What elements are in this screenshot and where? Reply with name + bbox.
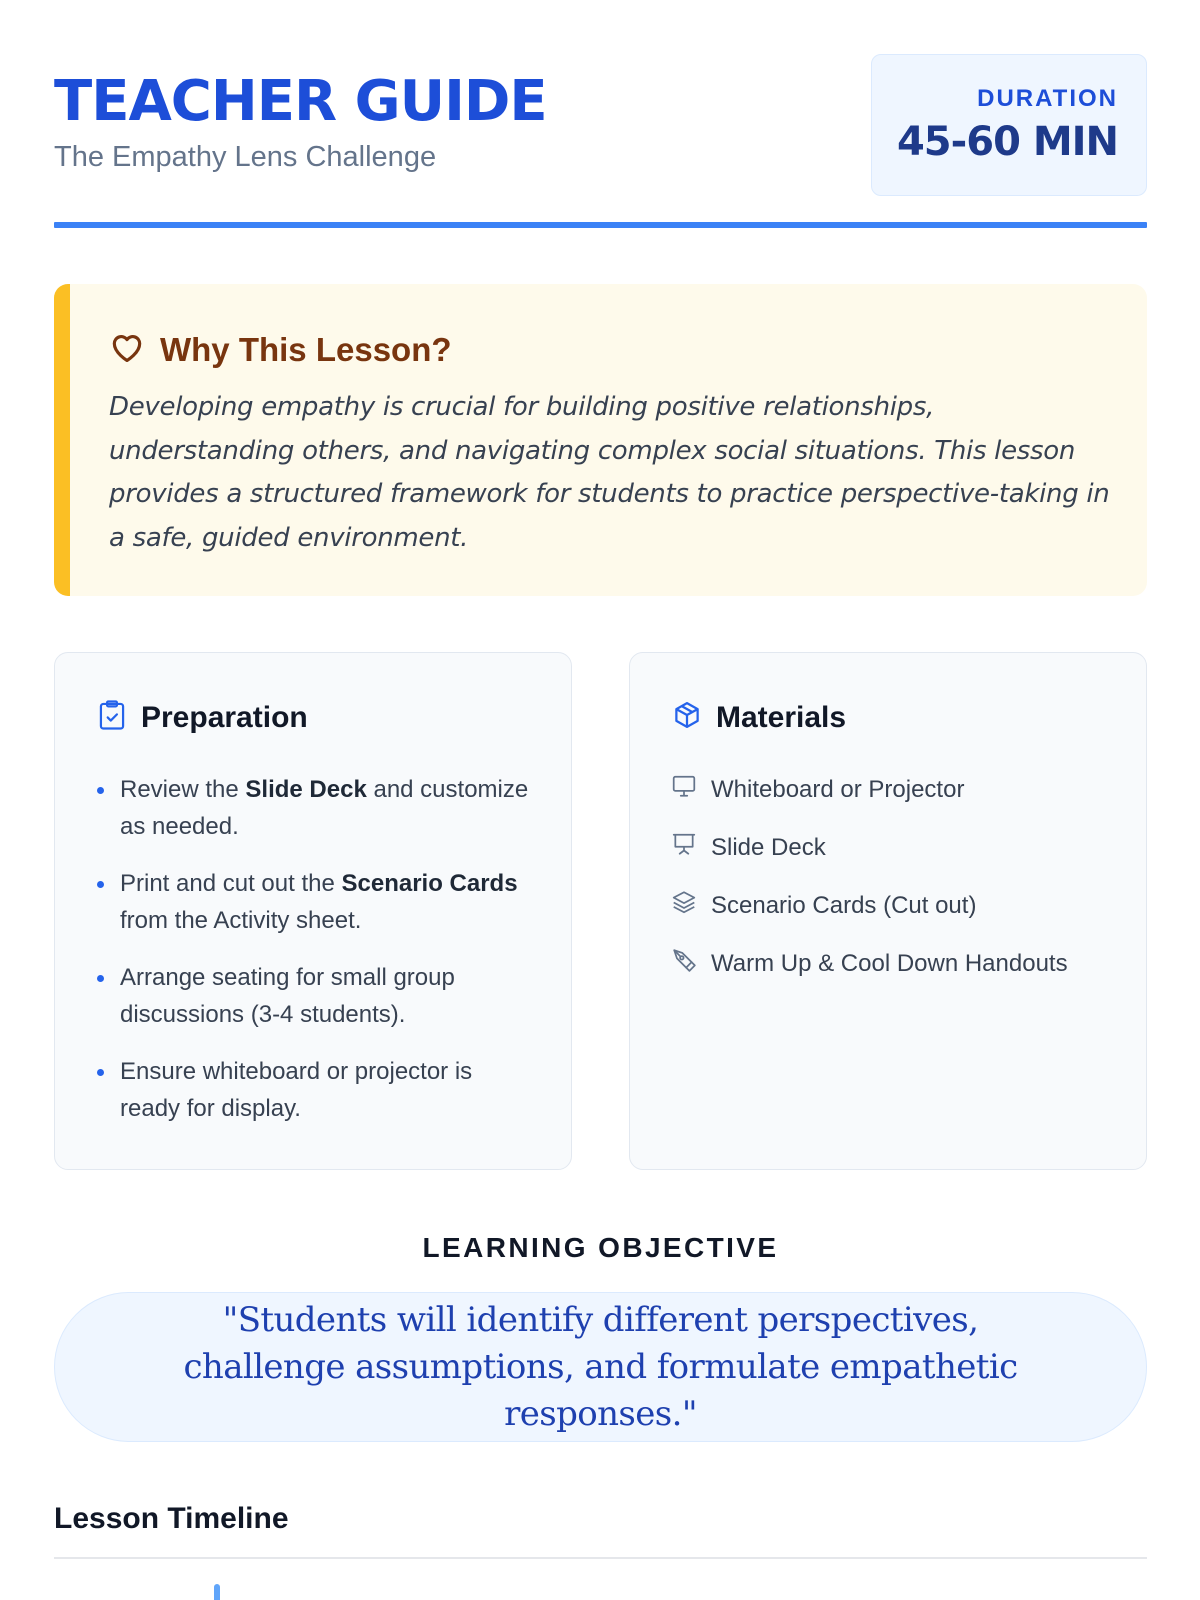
materials-heading (672, 699, 846, 736)
list-item: Whiteboard or Projector (671, 771, 1068, 808)
heart-icon (108, 328, 146, 371)
timeline-divider (54, 1557, 1147, 1559)
objective-heading: LEARNING OBJECTIVE (422, 1232, 779, 1263)
pen-tool-icon (671, 947, 697, 980)
materials-card (629, 652, 1147, 1170)
objective-box (54, 1292, 1147, 1442)
presentation-icon (671, 831, 697, 864)
list-item: Review the Slide Deck and customize as needed. (97, 771, 537, 845)
duration-label: DURATION (977, 85, 1118, 112)
preparation-list (97, 771, 537, 1147)
materials-title: Materials (716, 700, 847, 734)
why-text: Developing empathy is crucial for building positive relationships, understanding others, and navigating complex social situations. This lesson provides a structured framework for students to practice perspective-taking in a safe, guided environment. (109, 392, 1110, 553)
layers-icon (671, 889, 697, 922)
page-subtitle: The Empathy Lens Challenge (54, 141, 437, 173)
list-item: Ensure whiteboard or projector is ready for display. (97, 1053, 537, 1127)
why-lesson-callout (54, 284, 1147, 596)
clipboard-check-icon (97, 699, 127, 736)
objective-text: "Students will identify different perspectives, challenge assumptions, and formulate empathetic responses." (183, 1299, 1018, 1434)
list-item: Arrange seating for small group discussions (3-4 students). (97, 959, 537, 1033)
timeline-heading: Lesson Timeline (54, 1502, 289, 1535)
header (54, 54, 1147, 196)
box-icon (672, 699, 702, 736)
list-item: Print and cut out the Scenario Cards from the Activity sheet. (97, 865, 537, 939)
timeline-marker (214, 1584, 220, 1600)
header-divider (54, 222, 1147, 228)
list-item: Warm Up & Cool Down Handouts (671, 945, 1068, 982)
list-item: Scenario Cards (Cut out) (671, 887, 1068, 924)
why-title: Why This Lesson? (160, 330, 452, 368)
materials-list (671, 771, 1068, 1003)
duration-value: 45-60 MIN (896, 119, 1118, 165)
preparation-heading (97, 699, 308, 736)
list-item: Slide Deck (671, 829, 1068, 866)
teacher-guide-page (54, 0, 1147, 1600)
preparation-title: Preparation (141, 700, 308, 734)
monitor-icon (671, 773, 697, 806)
duration-badge (871, 54, 1147, 196)
preparation-card (54, 652, 572, 1170)
page-title: TEACHER GUIDE (54, 69, 547, 134)
callout-accent-bar (54, 284, 70, 596)
why-heading (108, 328, 452, 371)
